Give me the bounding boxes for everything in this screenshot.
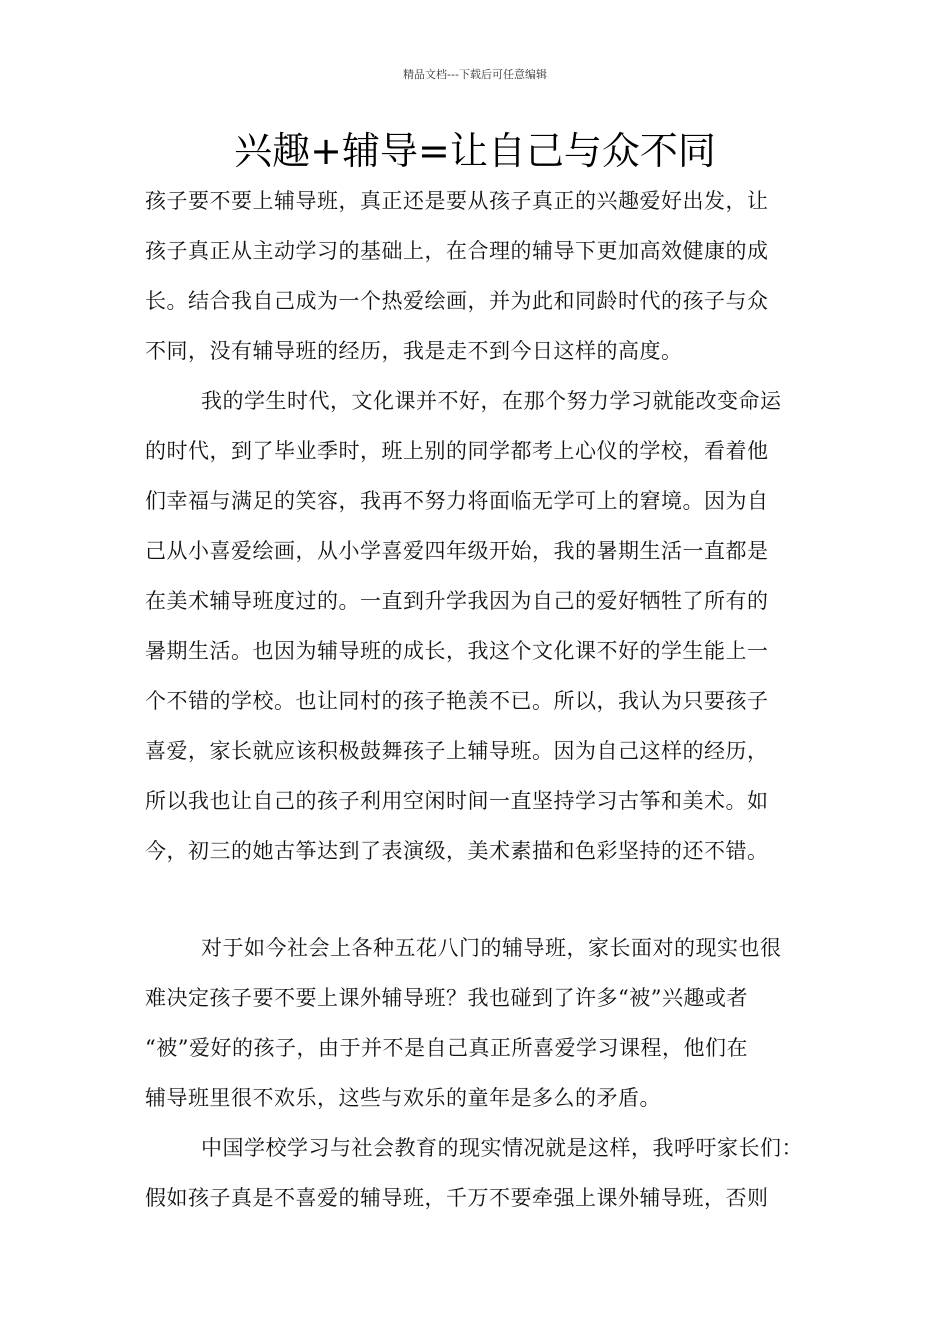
body-line: 长。结合我自己成为一个热爱绘画，并为此和同龄时代的孩子与众: [145, 289, 769, 313]
body-line: 个不错的学校。也让同村的孩子艳羡不已。所以，我认为只要孩子: [145, 689, 769, 713]
body-line: 们幸福与满足的笑容，我再不努力将面临无学可上的窘境。因为自: [145, 489, 769, 513]
body-line: 己从小喜爱绘画，从小学喜爱四年级开始，我的暑期生活一直都是: [145, 539, 769, 563]
body-line: 孩子真正从主动学习的基础上，在合理的辅导下更加高效健康的成: [145, 239, 769, 263]
body-line: 的时代，到了毕业季时，班上别的同学都考上心仪的学校，看着他: [145, 439, 769, 463]
body-line: 辅导班里很不欢乐，这些与欢乐的童年是多么的矛盾。: [145, 1086, 661, 1110]
body-line: 今，初三的她古筝达到了表演级，美术素描和色彩坚持的还不错。: [145, 839, 769, 863]
body-line: 在美术辅导班度过的。一直到升学我因为自己的爱好牺牲了所有的: [145, 589, 769, 613]
body-line: 暑期生活。也因为辅导班的成长，我这个文化课不好的学生能上一: [145, 639, 769, 663]
page-header-note: 精品文档---下载后可任意编辑: [403, 68, 547, 81]
body-line: 难决定孩子要不要上课外辅导班？我也碰到了许多“被”兴趣或者: [145, 986, 748, 1010]
body-line: 所以我也让自己的孩子利用空闲时间一直坚持学习古筝和美术。如: [145, 789, 769, 813]
body-line: 我的学生时代，文化课并不好，在那个努力学习就能改变命运: [201, 389, 782, 413]
body-line: “被”爱好的孩子，由于并不是自己真正所喜爱学习课程，他们在: [145, 1036, 748, 1060]
body-line: 喜爱，家长就应该积极鼓舞孩子上辅导班。因为自己这样的经历，: [145, 739, 769, 763]
body-line: 对于如今社会上各种五花八门的辅导班，家长面对的现实也很: [201, 936, 782, 960]
body-line: 假如孩子真是不喜爱的辅导班，千万不要牵强上课外辅导班，否则: [145, 1186, 769, 1210]
body-line: 不同，没有辅导班的经历，我是走不到今日这样的高度。: [145, 339, 683, 363]
body-line: 孩子要不要上辅导班，真正还是要从孩子真正的兴趣爱好出发，让: [145, 189, 769, 213]
document-title: 兴趣+辅导=让自己与众不同: [234, 129, 716, 173]
body-line: 中国学校学习与社会教育的现实情况就是这样，我呼吁家长们：: [201, 1136, 803, 1160]
